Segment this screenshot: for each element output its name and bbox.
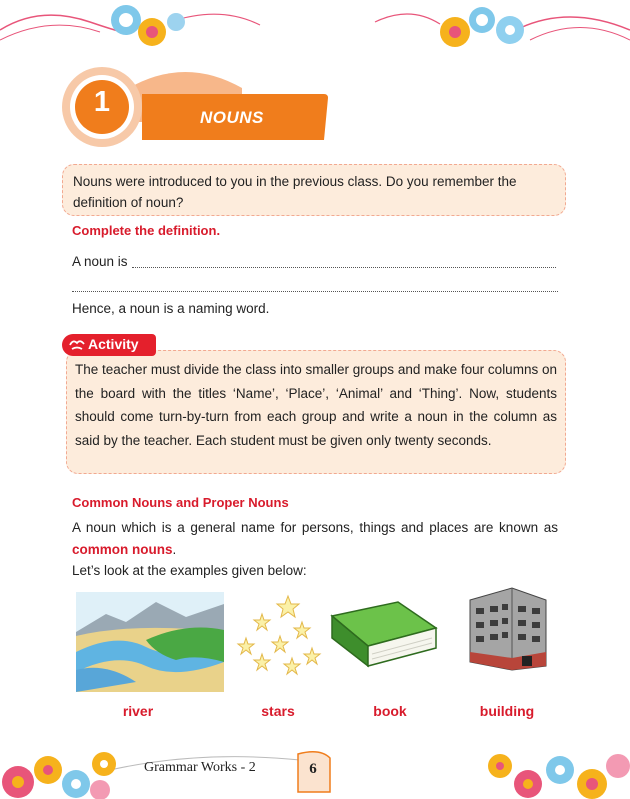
example-caption-building: building [479,703,535,719]
top-floral-border [0,0,630,60]
common-nouns-highlight: common nouns [72,542,173,557]
examples-intro: Let’s look at the examples given below: [72,563,307,578]
definition-prompt: A noun is [72,254,128,269]
river-landscape-icon [76,592,224,692]
stars-icon [232,592,324,678]
flower-icon [111,5,524,47]
definition-conclusion: Hence, a noun is a naming word. [72,301,270,316]
activity-label: Activity [88,336,139,352]
section-heading: Common Nouns and Proper Nouns [72,495,289,510]
chapter-number: 1 [93,86,111,118]
example-caption-stars: stars [261,703,295,719]
section-text-end: . [172,542,177,557]
apartment-building-icon [462,580,552,672]
chapter-title: NOUNS [200,108,264,127]
example-caption-book: book [373,703,407,719]
definition-line-2 [72,290,558,292]
green-book-icon [328,598,440,674]
page-number: 6 [309,761,317,777]
intro-box: Nouns were introduced to you in the previous class. Do you remember the definition of noun? [62,164,566,216]
section-text: A noun which is a general name for persons, things and places are known as [72,520,558,535]
definition-heading: Complete the definition. [72,223,221,238]
activity-icon [68,337,86,353]
section-definition [72,517,558,561]
activity-box: The teacher must divide the class into smaller groups and make four columns on the board with the titles ‘Name’, ‘Place’, ‘Animal’ and ‘Thing’. Now, students should come turn-by-turn from each group and write a noun in the column as said by the teacher. Each student must be given only twenty seconds. [66,350,566,474]
footer-book-title: Grammar Works - 2 [144,760,256,775]
definition-line-1 [132,266,556,268]
example-caption-river: river [122,703,154,719]
